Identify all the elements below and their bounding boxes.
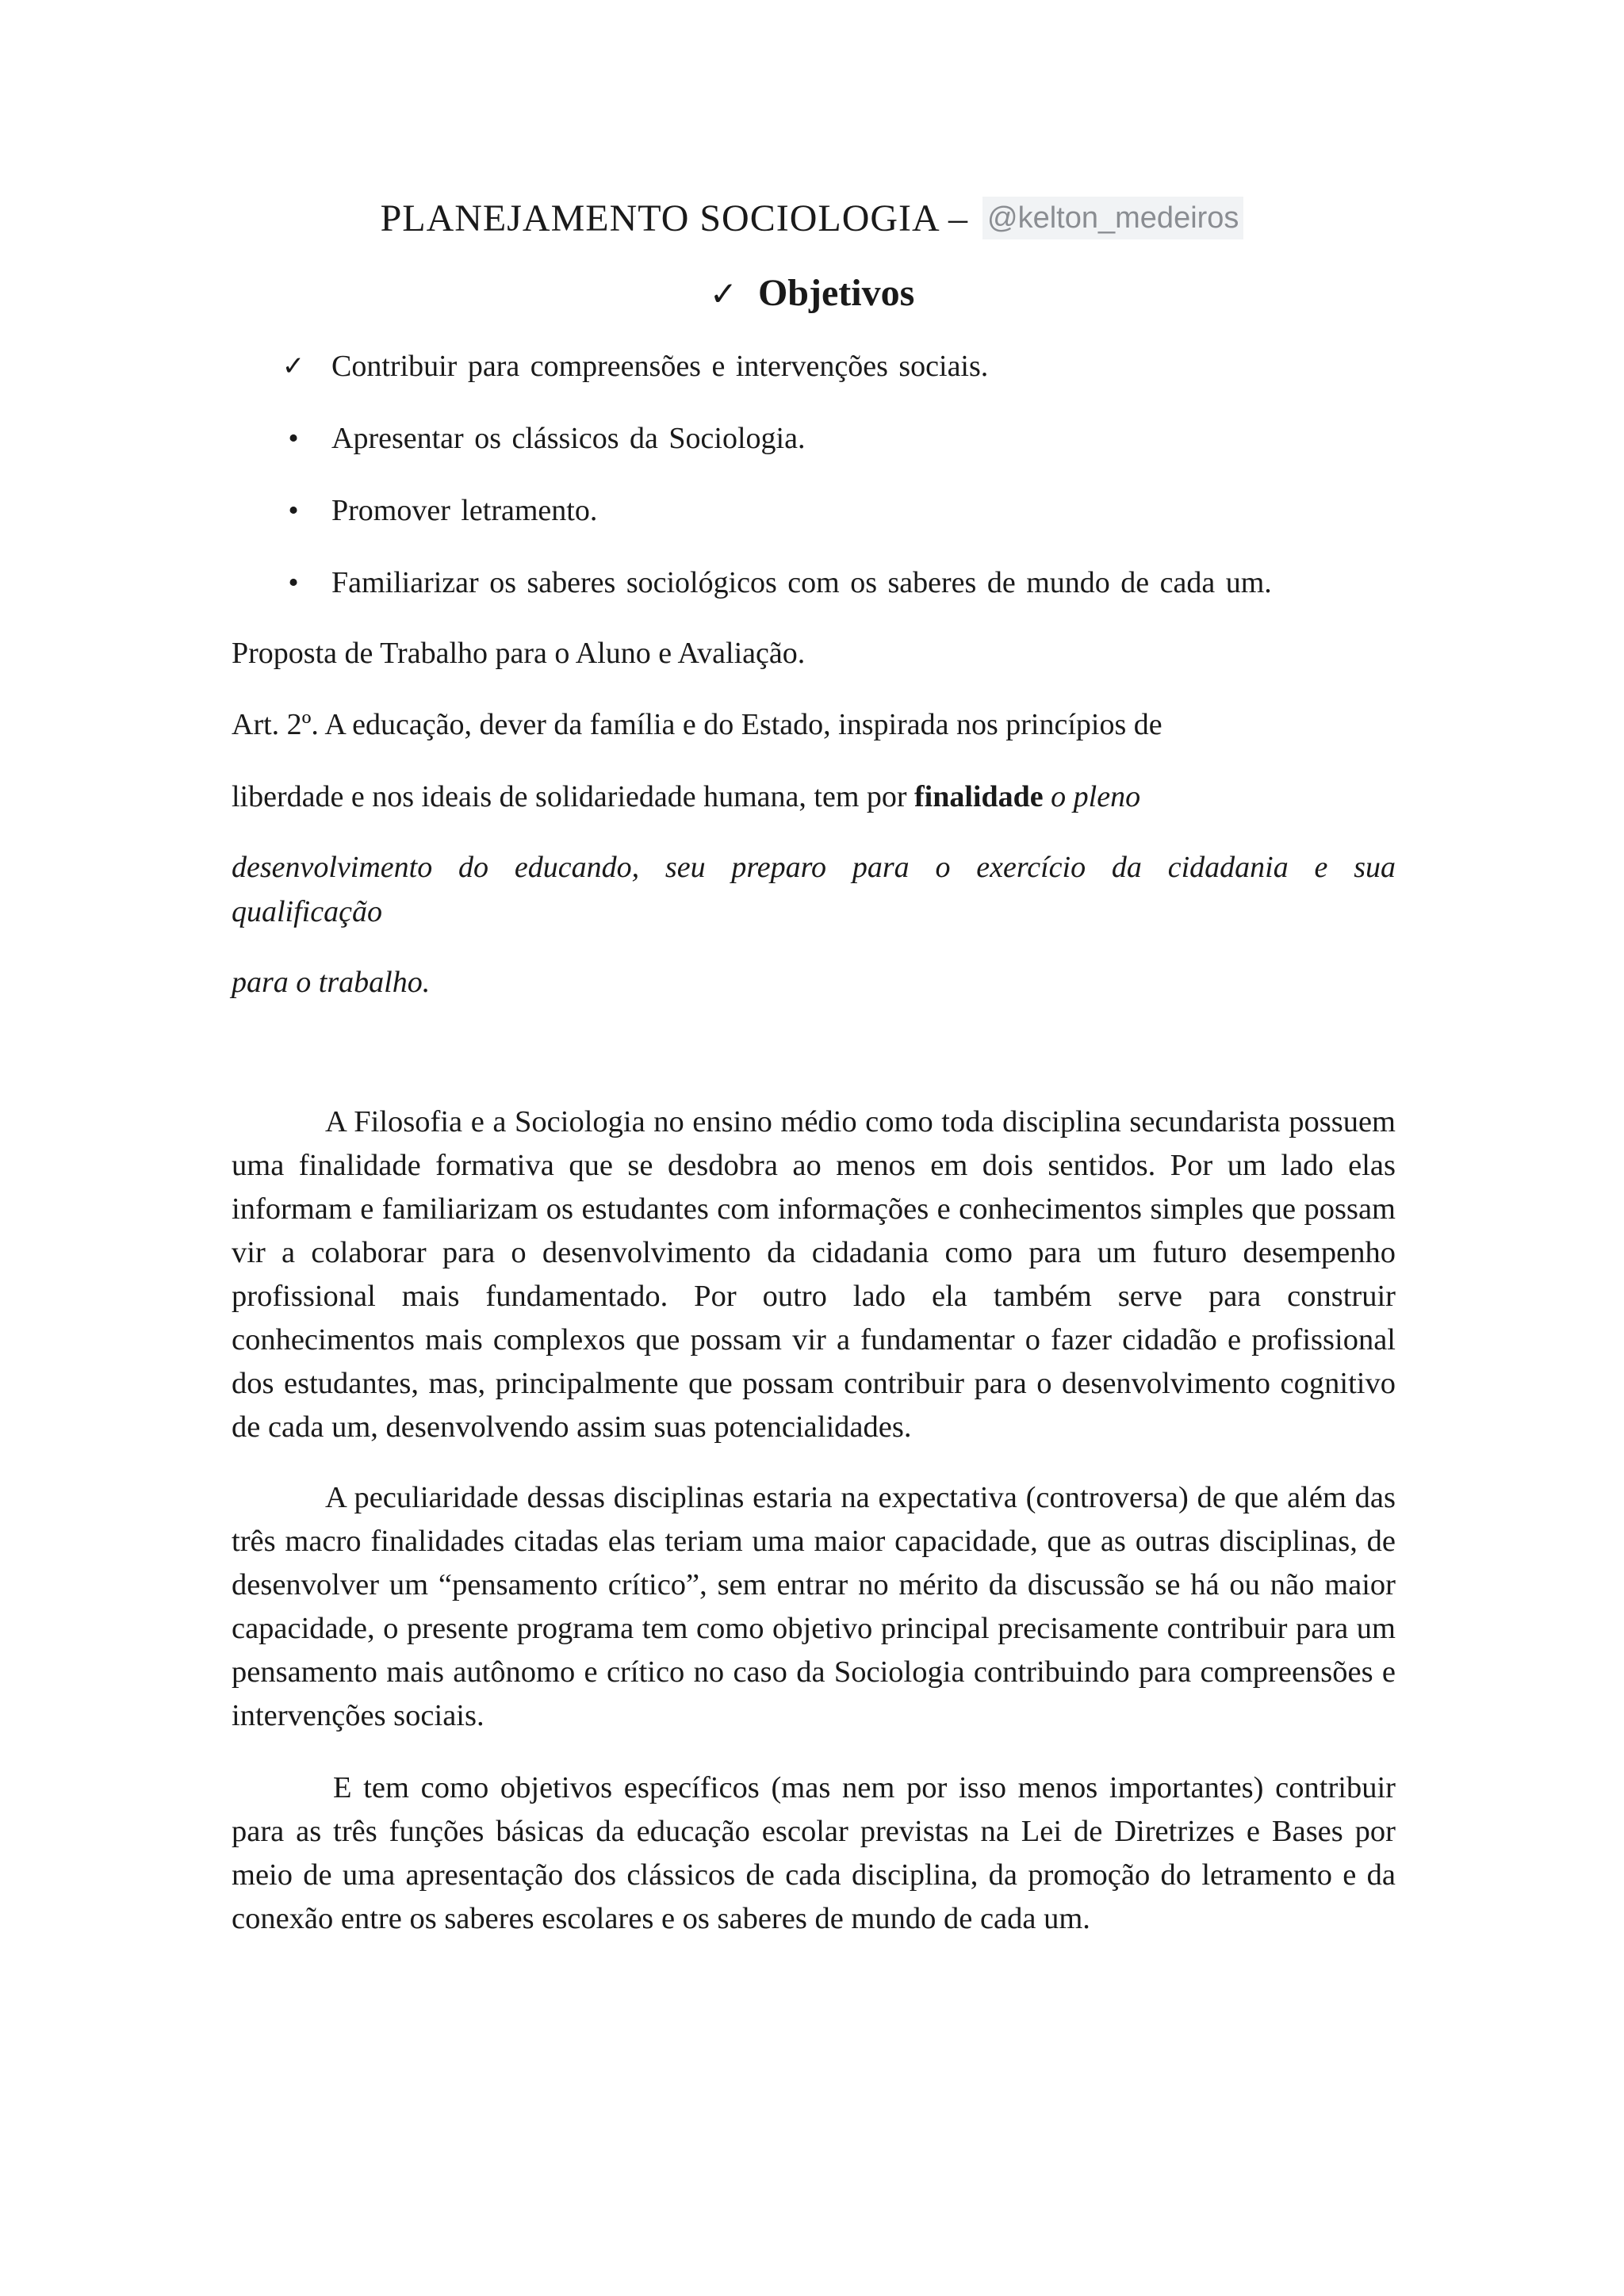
checkmark-icon: ✓	[709, 274, 737, 313]
objectives-heading-text: Objetivos	[757, 272, 915, 314]
list-item	[278, 415, 1435, 487]
checkmark-icon: ✓	[282, 350, 305, 382]
bullet-icon: •	[288, 422, 299, 455]
law-article-emphasis: finalidade	[914, 780, 1044, 813]
list-item-text: Apresentar os clássicos da Sociologia.	[331, 422, 806, 455]
law-article-line-5: para o trabalho.	[232, 966, 431, 999]
law-article-line-2-start: liberdade e nos ideais de solidariedade humana, tem por	[232, 780, 915, 813]
body-paragraph-text: A peculiaridade dessas disciplinas estaria na expectativa (controversa) de que além das três macro finalidades citadas elas teriam uma maior capacidade, que as outras disciplinas, de desenvolver um “pensamento crítico”, sem entrar no mérito da discussão se há ou não maior capacidade, o presente programa tem como objetivo principal precisamente contribuir para um pensamento mais autônomo e crítico no caso da Sociologia contribuindo para compreensões e intervenções sociais.	[232, 1481, 1396, 1732]
body-paragraph-text: E tem como objetivos específicos (mas nem por isso menos importantes) contribuir para as três funções básicas da educação escolar previstas na Lei de Diretrizes e Bases por meio de uma apresentação dos clássicos de cada disciplina, da promoção do letramento e da conexão entre os saberes escolares e os saberes de mundo de cada um.	[232, 1771, 1396, 1935]
objectives-heading	[0, 266, 1624, 322]
objectives-list	[278, 342, 1435, 631]
bullet-icon: •	[288, 494, 299, 527]
body-paragraph	[232, 1476, 1396, 1738]
body-paragraph	[232, 1766, 1396, 1941]
proposal-heading: Proposta de Trabalho para o Aluno e Avaliação.	[232, 637, 806, 670]
document-header	[0, 190, 1624, 247]
law-article-line-4: qualificação	[232, 895, 382, 928]
author-handle-watermark: @kelton_medeiros	[982, 197, 1243, 239]
law-article-line-2	[232, 773, 1397, 821]
list-item	[278, 559, 1435, 631]
list-item-text: Contribuir para compreensões e intervenções sociais.	[331, 350, 989, 383]
body-paragraph	[232, 1100, 1396, 1449]
page-title: PLANEJAMENTO SOCIOLOGIA –	[380, 197, 969, 239]
body-paragraph-text: A Filosofia e a Sociologia no ensino médio como toda disciplina secundarista possuem uma finalidade formativa que se desdobra ao menos em dois sentidos. Por um lado elas informam e familiarizam os estudantes com informações e conhecimentos simples que possam vir a colaborar para o desenvolvimento da cidadania como para um futuro desempenho profissional mais fundamentado. Por outro lado ela também serve para construir conhecimentos mais complexos que possam vir a fundamentar o fazer cidadão e profissional dos estudantes, mas, principalmente que possam contribuir para o desenvolvimento cognitivo de cada um, desenvolvendo assim suas potencialidades.	[232, 1105, 1396, 1444]
bullet-icon: •	[288, 566, 299, 599]
list-item	[278, 487, 1435, 559]
list-item-text: Promover letramento.	[331, 494, 598, 527]
list-item	[278, 342, 1435, 415]
list-item-text: Familiarizar os saberes sociológicos com os saberes de mundo de cada um.	[331, 566, 1272, 599]
law-article-line-2-italic: o pleno	[1043, 780, 1141, 813]
law-article-line-1: Art. 2º. A educação, dever da família e do Estado, inspirada nos princípios de	[232, 708, 1162, 741]
law-article-line-3: desenvolvimento do educando, seu preparo para o exercício da cidadania e sua	[232, 851, 1396, 884]
